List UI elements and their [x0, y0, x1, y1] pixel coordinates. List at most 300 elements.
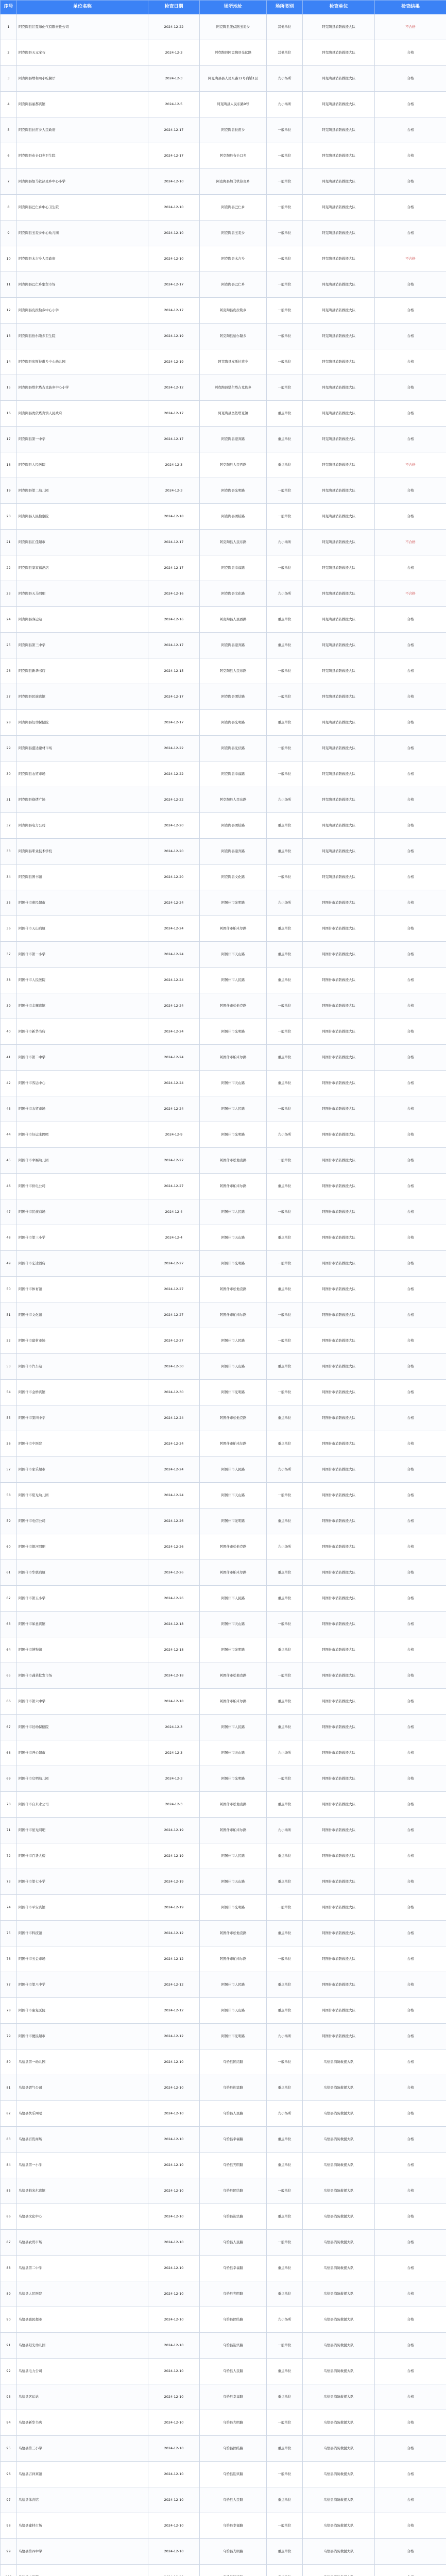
cell-inspector: 阿图什市消防救援大队 — [303, 1972, 375, 1998]
cell-inspector: 阿图什市消防救援大队 — [303, 1096, 375, 1122]
cell-result: 合格 — [375, 710, 446, 736]
cell-result: 合格 — [375, 1637, 446, 1663]
cell-category: 九小场所 — [267, 530, 303, 555]
cell-result: 合格 — [375, 1405, 446, 1431]
cell-address: 阿图什市天山路 — [200, 1869, 267, 1895]
cell-check-date: 2024-12-10 — [148, 2462, 200, 2487]
cell-index: 53 — [1, 1354, 17, 1380]
cell-inspector: 阿图什市消防救援大队 — [303, 1483, 375, 1509]
cell-category: 一般单位 — [267, 504, 303, 530]
cell-unit-name: 阿图什市第七小学 — [17, 1869, 148, 1895]
cell-address: 乌恰县光明路 — [200, 2281, 267, 2307]
cell-category: 其他单位 — [267, 40, 303, 66]
cell-address: 阿克陶县人民东路9号 — [200, 92, 267, 117]
cell-check-date: 2024-12-22 — [148, 736, 200, 761]
cell-category: 一般单位 — [267, 478, 303, 504]
cell-result: 合格 — [375, 2436, 446, 2462]
cell-result: 合格 — [375, 2230, 446, 2256]
cell-check-date: 2024-12-27 — [148, 1328, 200, 1354]
cell-result: 合格 — [375, 2127, 446, 2153]
cell-result: 合格 — [375, 761, 446, 787]
cell-category: 重点单位 — [267, 1689, 303, 1715]
cell-inspector: 阿图什市消防救援大队 — [303, 1946, 375, 1972]
cell-result: 合格 — [375, 865, 446, 890]
cell-category: 一般单位 — [267, 1251, 303, 1277]
cell-unit-name: 阿克陶县电力公司 — [17, 813, 148, 839]
cell-category: 重点单位 — [267, 1921, 303, 1946]
cell-index: 29 — [1, 736, 17, 761]
cell-check-date: 2024-12-26 — [148, 1560, 200, 1586]
cell-unit-name: 乌恰县电力公司 — [17, 2359, 148, 2384]
cell-inspector: 乌恰县消防救援大队 — [303, 2513, 375, 2539]
table-row — [1, 1071, 446, 1096]
table-row — [1, 1740, 446, 1766]
cell-unit-name: 阿图什市华联商厦 — [17, 1560, 148, 1586]
cell-index: 12 — [1, 298, 17, 324]
cell-address: 阿克陶县迎宾路 — [200, 633, 267, 658]
table-row — [1, 246, 446, 272]
cell-category: 一般单位 — [267, 221, 303, 246]
cell-inspector: 阿图什市消防救援大队 — [303, 1715, 375, 1740]
cell-unit-name: 阿图什市平安宾馆 — [17, 1895, 148, 1921]
cell-check-date: 2024-12-10 — [148, 2513, 200, 2539]
cell-check-date: 2024-12-12 — [148, 1921, 200, 1946]
cell-result: 合格 — [375, 1148, 446, 1174]
cell-address: 阿图什市人民路 — [200, 1972, 267, 1998]
cell-index: 24 — [1, 607, 17, 633]
cell-index: 31 — [1, 787, 17, 813]
cell-result: 合格 — [375, 221, 446, 246]
cell-address: 乌恰县幸福路 — [200, 2127, 267, 2153]
cell-address — [200, 2565, 267, 2576]
cell-check-date: 2024-12-17 — [148, 555, 200, 581]
cell-address: 阿图什市天山路 — [200, 1612, 267, 1637]
cell-unit-name: 阿图什市天山商厦 — [17, 916, 148, 942]
table-row — [1, 143, 446, 169]
cell-result: 合格 — [375, 1483, 446, 1509]
cell-inspector: 乌恰县消防救援大队 — [303, 2307, 375, 2333]
cell-unit-name: 乌恰县阳光幼儿园 — [17, 2333, 148, 2359]
cell-inspector: 乌恰县消防救援大队 — [303, 2049, 375, 2075]
cell-inspector: 阿克陶县消防救援大队 — [303, 478, 375, 504]
cell-check-date: 2024-12-12 — [148, 375, 200, 401]
cell-inspector: 阿图什市消防救援大队 — [303, 1277, 375, 1302]
cell-inspector: 阿图什市消防救援大队 — [303, 1509, 375, 1534]
cell-index: 86 — [1, 2204, 17, 2230]
cell-address: 阿图什市帕米尔路 — [200, 1302, 267, 1328]
cell-category: 重点单位 — [267, 1843, 303, 1869]
cell-category: 重点单位 — [267, 1586, 303, 1612]
cell-check-date: 2024-12-24 — [148, 1483, 200, 1509]
table-row — [1, 92, 446, 117]
cell-inspector: 阿克陶县消防救援大队 — [303, 272, 375, 298]
table-row — [1, 2384, 446, 2410]
cell-index: 88 — [1, 2256, 17, 2281]
cell-index: 33 — [1, 839, 17, 865]
cell-category: 九小场所 — [267, 1122, 303, 1148]
cell-index: 60 — [1, 1534, 17, 1560]
cell-category — [267, 2565, 303, 2576]
cell-check-date: 2024-12-3 — [148, 1792, 200, 1818]
cell-unit-name: 阿图什市家乐超市 — [17, 1457, 148, 1483]
table-row — [1, 1560, 446, 1586]
cell-inspector: 阿克陶县消防救援大队 — [303, 684, 375, 710]
cell-index: 10 — [1, 246, 17, 272]
cell-check-date: 2024-12-10 — [148, 2075, 200, 2101]
cell-check-date: 2024-12-30 — [148, 1380, 200, 1405]
cell-category: 一般单位 — [267, 1946, 303, 1972]
cell-address: 阿图什市帕米尔路 — [200, 1818, 267, 1843]
cell-result: 合格 — [375, 2024, 446, 2049]
table-row — [1, 2359, 446, 2384]
cell-unit-name: 阿图什市文化馆 — [17, 1302, 148, 1328]
cell-address: 阿克陶县人民西路 — [200, 607, 267, 633]
cell-inspector: 阿图什市消防救援大队 — [303, 1869, 375, 1895]
cell-check-date: 2024-12-24 — [148, 968, 200, 993]
cell-inspector: 阿图什市消防救援大队 — [303, 1586, 375, 1612]
table-row — [1, 14, 446, 40]
cell-category: 一般单位 — [267, 375, 303, 401]
table-row — [1, 2333, 446, 2359]
table-row — [1, 1225, 446, 1251]
cell-result: 合格 — [375, 1715, 446, 1740]
cell-unit-name: 阿克陶县人民检察院 — [17, 504, 148, 530]
table-row — [1, 1921, 446, 1946]
cell-inspector: 阿克陶县消防救援大队 — [303, 607, 375, 633]
cell-category: 重点单位 — [267, 710, 303, 736]
cell-address: 阿克陶县光伏路玉麦乡 — [200, 14, 267, 40]
table-row — [1, 1946, 446, 1972]
cell-check-date: 2024-12-12 — [148, 2024, 200, 2049]
cell-unit-name: 乌恰县第一小学 — [17, 2153, 148, 2178]
cell-category: 重点单位 — [267, 2075, 303, 2101]
cell-inspector: 阿图什市消防救援大队 — [303, 1637, 375, 1663]
cell-inspector: 阿克陶县消防救援大队 — [303, 736, 375, 761]
cell-index: 91 — [1, 2333, 17, 2359]
cell-unit-name: 阿图什市新华书店 — [17, 1019, 148, 1045]
cell-index: 89 — [1, 2281, 17, 2307]
cell-category: 九小场所 — [267, 2024, 303, 2049]
cell-inspector: 阿图什市消防救援大队 — [303, 1019, 375, 1045]
cell-result: 合格 — [375, 1251, 446, 1277]
cell-unit-name: 阿图什市百货大楼 — [17, 1843, 148, 1869]
table-header — [1, 1, 446, 14]
cell-check-date: 2024-12-12 — [148, 1972, 200, 1998]
cell-result: 合格 — [375, 2513, 446, 2539]
table-row — [1, 1251, 446, 1277]
cell-unit-name: 阿图什市宏达酒店 — [17, 1251, 148, 1277]
cell-category: 重点单位 — [267, 1405, 303, 1431]
cell-inspector: 乌恰县消防救援大队 — [303, 2281, 375, 2307]
table-row — [1, 221, 446, 246]
cell-address: 阿克陶县人民东路 — [200, 530, 267, 555]
cell-result: 合格 — [375, 1277, 446, 1302]
cell-category: 一般单位 — [267, 658, 303, 684]
cell-unit-name: 阿克陶县塔尔塔吉克族乡中心小学 — [17, 375, 148, 401]
cell-address: 阿图什市帕米尔路 — [200, 1689, 267, 1715]
cell-category: 重点单位 — [267, 1715, 303, 1740]
cell-index: 93 — [1, 2384, 17, 2410]
cell-unit-name: 乌恰县第三小学 — [17, 2436, 148, 2462]
cell-unit-name: 阿克陶县加马铁热克乡中心小学 — [17, 169, 148, 195]
table-row — [1, 1302, 446, 1328]
cell-unit-name: 阿克陶县玉麦乡中心幼儿园 — [17, 221, 148, 246]
cell-address: 阿图什市人民路 — [200, 1586, 267, 1612]
cell-address: 阿图什市天山路 — [200, 1354, 267, 1380]
cell-unit-name: 阿图什市第二中学 — [17, 1045, 148, 1071]
cell-index: 48 — [1, 1225, 17, 1251]
cell-address: 乌恰县迎宾路 — [200, 2462, 267, 2487]
cell-result: 合格 — [375, 2281, 446, 2307]
cell-unit-name: 阿图什市启明幼儿园 — [17, 1766, 148, 1792]
table-row — [1, 1431, 446, 1457]
cell-inspector: 阿图什市消防救援大队 — [303, 1740, 375, 1766]
table-row — [1, 2307, 446, 2333]
table-row — [1, 1895, 446, 1921]
cell-check-date: 2024-12-24 — [148, 1405, 200, 1431]
cell-result: 合格 — [375, 916, 446, 942]
cell-index: 17 — [1, 427, 17, 452]
cell-index: 62 — [1, 1586, 17, 1612]
cell-address: 阿克陶县阿克陶县光伏路 — [200, 40, 267, 66]
cell-result: 合格 — [375, 1431, 446, 1457]
cell-check-date: 2024-12-4 — [148, 1225, 200, 1251]
cell-unit-name: 阿图什市妇幼保健院 — [17, 1715, 148, 1740]
cell-inspector: 乌恰县消防救援大队 — [303, 2075, 375, 2101]
cell-index: 54 — [1, 1380, 17, 1405]
cell-result: 合格 — [375, 1019, 446, 1045]
cell-check-date: 2024-12-10 — [148, 2178, 200, 2204]
cell-address: 乌恰县团结路 — [200, 2307, 267, 2333]
cell-unit-name: 阿图什市人民医院 — [17, 968, 148, 993]
cell-category: 重点单位 — [267, 1277, 303, 1302]
cell-inspector: 阿克陶县消防救援大队 — [303, 40, 375, 66]
cell-result: 合格 — [375, 1071, 446, 1096]
cell-category: 一般单位 — [267, 1663, 303, 1689]
cell-index: 50 — [1, 1277, 17, 1302]
cell-inspector: 乌恰县消防救援大队 — [303, 2256, 375, 2281]
cell-result: 合格 — [375, 813, 446, 839]
cell-category: 一般单位 — [267, 2178, 303, 2204]
cell-check-date: 2024-12-26 — [148, 1586, 200, 1612]
cell-unit-name: 阿图什市金鹰宾馆 — [17, 993, 148, 1019]
cell-result: 合格 — [375, 555, 446, 581]
cell-index: 75 — [1, 1921, 17, 1946]
cell-index: 65 — [1, 1663, 17, 1689]
cell-category: 九小场所 — [267, 1740, 303, 1766]
cell-index: 72 — [1, 1843, 17, 1869]
cell-unit-name: 阿图什市便民超市 — [17, 2024, 148, 2049]
cell-check-date: 2024-12-19 — [148, 1869, 200, 1895]
cell-address: 阿图什市天山路 — [200, 1071, 267, 1096]
cell-result: 合格 — [375, 1354, 446, 1380]
cell-unit-name: 阿图什市建材市场 — [17, 1328, 148, 1354]
cell-result: 合格 — [375, 839, 446, 865]
cell-address: 阿图什市光明路 — [200, 2024, 267, 2049]
cell-result: 合格 — [375, 401, 446, 427]
cell-inspector: 阿图什市消防救援大队 — [303, 1174, 375, 1199]
cell-unit-name: 阿图什市客运中心 — [17, 1071, 148, 1096]
cell-result: 合格 — [375, 1225, 446, 1251]
cell-address: 阿图什市光明路 — [200, 1251, 267, 1277]
cell-index: 94 — [1, 2410, 17, 2436]
cell-unit-name: 阿克陶县巴仁乡集贸市场 — [17, 272, 148, 298]
cell-category: 重点单位 — [267, 968, 303, 993]
cell-check-date: 2024-12-22 — [148, 14, 200, 40]
cell-category: 重点单位 — [267, 452, 303, 478]
cell-unit-name: 阿克陶县丽都宾馆 — [17, 92, 148, 117]
table-body — [1, 14, 446, 2576]
cell-address: 阿图什市松他克路 — [200, 1534, 267, 1560]
table-row — [1, 2153, 446, 2178]
cell-result: 合格 — [375, 1534, 446, 1560]
cell-unit-name: 阿克陶县烧烤广场 — [17, 787, 148, 813]
cell-unit-name: 阿克陶县布仑口乡卫生院 — [17, 143, 148, 169]
cell-result: 合格 — [375, 2539, 446, 2565]
table-row — [1, 581, 446, 607]
cell-address: 乌恰县幸福路 — [200, 2384, 267, 2410]
cell-unit-name: 阿图什市银河网吧 — [17, 1534, 148, 1560]
cell-check-date: 2024-12-24 — [148, 1431, 200, 1457]
table-row — [1, 169, 446, 195]
table-row — [1, 890, 446, 916]
cell-inspector: 阿图什市消防救援大队 — [303, 1045, 375, 1071]
cell-address: 阿图什市松他克路 — [200, 1921, 267, 1946]
cell-category: 重点单位 — [267, 1431, 303, 1457]
cell-unit-name: 阿克陶县恰尔隆乡卫生院 — [17, 324, 148, 349]
cell-address: 阿图什市光明路 — [200, 890, 267, 916]
cell-inspector: 阿克陶县消防救援大队 — [303, 221, 375, 246]
cell-inspector: 阿克陶县消防救援大队 — [303, 581, 375, 607]
cell-check-date: 2024-12-10 — [148, 2256, 200, 2281]
cell-result: 合格 — [375, 504, 446, 530]
cell-check-date: 2024-12-5 — [148, 92, 200, 117]
cell-index: 74 — [1, 1895, 17, 1921]
table-row — [1, 195, 446, 221]
cell-result: 合格 — [375, 2333, 446, 2359]
cell-category: 一般单位 — [267, 272, 303, 298]
cell-index: 49 — [1, 1251, 17, 1277]
cell-result: 合格 — [375, 117, 446, 143]
cell-result: 合格 — [375, 2153, 446, 2178]
cell-unit-name: 阿图什市第三小学 — [17, 1225, 148, 1251]
cell-check-date: 2024-12-24 — [148, 1457, 200, 1483]
cell-inspector: 阿克陶县消防救援大队 — [303, 401, 375, 427]
cell-check-date: 2024-12-26 — [148, 1509, 200, 1534]
cell-result: 合格 — [375, 658, 446, 684]
cell-check-date: 2024-12-15 — [148, 658, 200, 684]
cell-index: 26 — [1, 658, 17, 684]
table-row — [1, 865, 446, 890]
cell-address: 阿克陶县库斯拉甫乡 — [200, 349, 267, 375]
cell-check-date: 2024-12-10 — [148, 2049, 200, 2075]
cell-result: 合格 — [375, 272, 446, 298]
cell-index: 22 — [1, 555, 17, 581]
table-row — [1, 530, 446, 555]
cell-unit-name: 阿克陶县民族宾馆 — [17, 684, 148, 710]
cell-unit-name: 阿克陶县职业技术学校 — [17, 839, 148, 865]
table-row — [1, 1818, 446, 1843]
cell-result: 合格 — [375, 349, 446, 375]
cell-category: 一般单位 — [267, 1766, 303, 1792]
cell-unit-name: 阿图什市自来水公司 — [17, 1792, 148, 1818]
cell-category: 一般单位 — [267, 761, 303, 787]
cell-address: 阿图什市人民路 — [200, 1096, 267, 1122]
cell-index: 38 — [1, 968, 17, 993]
table-row — [1, 1277, 446, 1302]
cell-address: 阿图什市天山路 — [200, 1225, 267, 1251]
table-row — [1, 633, 446, 658]
cell-index: 82 — [1, 2101, 17, 2127]
cell-category: 九小场所 — [267, 581, 303, 607]
cell-inspector: 阿图什市消防救援大队 — [303, 1843, 375, 1869]
table-row — [1, 2410, 446, 2436]
cell-inspector: 阿克陶县消防救援大队 — [303, 169, 375, 195]
cell-index: 81 — [1, 2075, 17, 2101]
table-row — [1, 2178, 446, 2204]
cell-result: 合格 — [375, 478, 446, 504]
cell-address: 阿克陶县布仑口乡 — [200, 143, 267, 169]
cell-address: 阿克陶县塔尔塔吉克族乡 — [200, 375, 267, 401]
cell-category: 一般单位 — [267, 1148, 303, 1174]
cell-index: 9 — [1, 221, 17, 246]
cell-result: 合格 — [375, 1199, 446, 1225]
cell-index: 6 — [1, 143, 17, 169]
cell-inspector: 阿图什市消防救援大队 — [303, 1766, 375, 1792]
cell-check-date: 2024-12-18 — [148, 1689, 200, 1715]
header-unit-name: 单位名称 — [17, 1, 148, 14]
cell-check-date: 2024-12-10 — [148, 2307, 200, 2333]
cell-result: 合格 — [375, 2487, 446, 2513]
cell-category: 一般单位 — [267, 1895, 303, 1921]
cell-category: 一般单位 — [267, 143, 303, 169]
cell-index: 16 — [1, 401, 17, 427]
cell-unit-name: 阿图什市蔬菜批发市场 — [17, 1663, 148, 1689]
cell-index: 58 — [1, 1483, 17, 1509]
cell-index: 4 — [1, 92, 17, 117]
cell-index: 27 — [1, 684, 17, 710]
cell-unit-name: 阿图什市第六中学 — [17, 1689, 148, 1715]
cell-address: 阿克陶县拉甫乡 — [200, 117, 267, 143]
cell-unit-name: 乌恰县快乐网吧 — [17, 2101, 148, 2127]
cell-inspector: 阿克陶县消防救援大队 — [303, 246, 375, 272]
table-row — [1, 2127, 446, 2153]
cell-check-date: 2024-12-3 — [148, 1740, 200, 1766]
cell-check-date: 2024-12-17 — [148, 401, 200, 427]
cell-category: 九小场所 — [267, 1457, 303, 1483]
cell-category: 重点单位 — [267, 633, 303, 658]
cell-inspector: 阿图什市消防救援大队 — [303, 968, 375, 993]
cell-address: 乌恰县人民路 — [200, 2101, 267, 2127]
cell-check-date: 2024-12-24 — [148, 890, 200, 916]
cell-check-date: 2024-12-17 — [148, 530, 200, 555]
cell-category: 一般单位 — [267, 349, 303, 375]
cell-check-date: 2024-12-19 — [148, 1843, 200, 1869]
cell-address: 阿克陶县文化路 — [200, 581, 267, 607]
cell-result: 不合格 — [375, 246, 446, 272]
cell-result: 合格 — [375, 143, 446, 169]
cell-index: 70 — [1, 1792, 17, 1818]
cell-address: 阿图什市光明路 — [200, 1509, 267, 1534]
cell-unit-name: 阿图什市好运来网吧 — [17, 1122, 148, 1148]
cell-unit-name: 阿克陶县人民医院 — [17, 452, 148, 478]
cell-unit-name: 阿图什市五金市场 — [17, 1946, 148, 1972]
cell-address: 阿图什市光明路 — [200, 1895, 267, 1921]
cell-inspector: 阿克陶县消防救援大队 — [303, 324, 375, 349]
cell-check-date: 2024-12-22 — [148, 787, 200, 813]
cell-unit-name — [17, 2565, 148, 2576]
cell-index: 98 — [1, 2513, 17, 2539]
